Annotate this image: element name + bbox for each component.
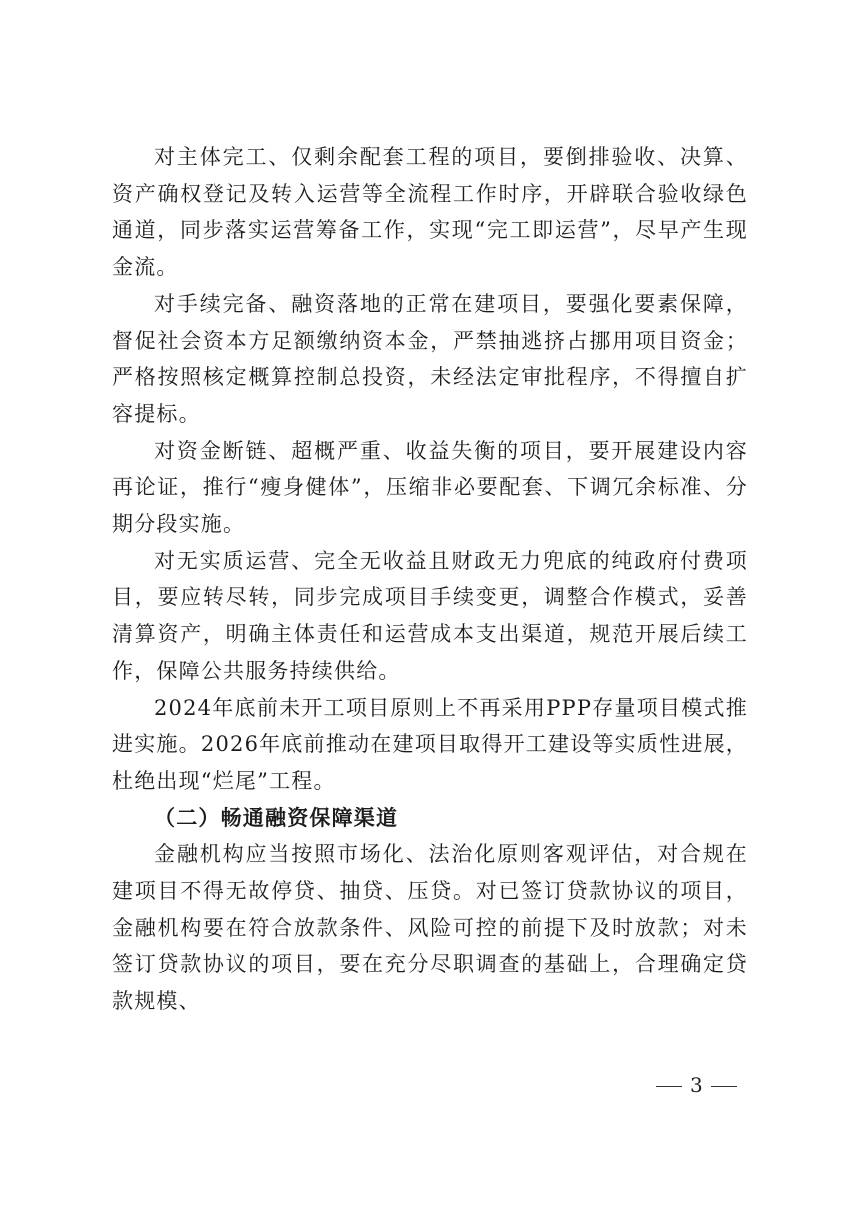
footer-dash-right	[711, 1086, 737, 1087]
paragraph-government-pay-projects: 对无实质运营、完全无收益且财政无力兜底的纯政府付费项目，要应转尽转，同步完成项目手续变更，调整合作模式，妥善清算资产，明确主体责任和运营成本支出渠道，规范开展后续工作，保障公共服务持续供给。	[112, 548, 748, 683]
section-heading: （二）畅通融资保障渠道	[154, 804, 399, 830]
paragraph-ongoing-projects: 对手续完备、融资落地的正常在建项目，要强化要素保障，督促社会资本方足额缴纳资本金，严禁抽逃挤占挪用项目资金；严格按照核定概算控制总投资，未经法定审批程序，不得擅自扩容提标。	[112, 291, 748, 426]
paragraph-deadlines: 2024年底前未开工项目原则上不再采用PPP存量项目模式推进实施。2026年底前推动在建项目取得开工建设等实质性进展，杜绝出现“烂尾”工程。	[112, 695, 748, 793]
body-text	[112, 139, 748, 1020]
paragraph-completed-projects: 对主体完工、仅剩余配套工程的项目，要倒排验收、决算、资产确权登记及转入运营等全流程工作时序，开辟联合验收绿色通道，同步落实运营筹备工作，实现“完工即运营”，尽早产生现金流。	[112, 145, 748, 280]
page-footer	[648, 1073, 745, 1097]
paragraph-funding-break-projects: 对资金断链、超概严重、收益失衡的项目，要开展建设内容再论证，推行“瘦身健体”，压缩非必要配套、下调冗余标准、分期分段实施。	[112, 438, 748, 537]
footer-dash-left	[656, 1086, 682, 1087]
page-number: 3	[690, 1073, 704, 1097]
paragraph-financial-institutions: 金融机构应当按照市场化、法治化原则客观评估，对合规在建项目不得无故停贷、抽贷、压贷。对已签订贷款协议的项目，金融机构要在符合放款条件、风险可控的前提下及时放款；对未签订贷款协议的项目，要在充分尽职调查的基础上，合理确定贷款规模、	[112, 842, 748, 1014]
